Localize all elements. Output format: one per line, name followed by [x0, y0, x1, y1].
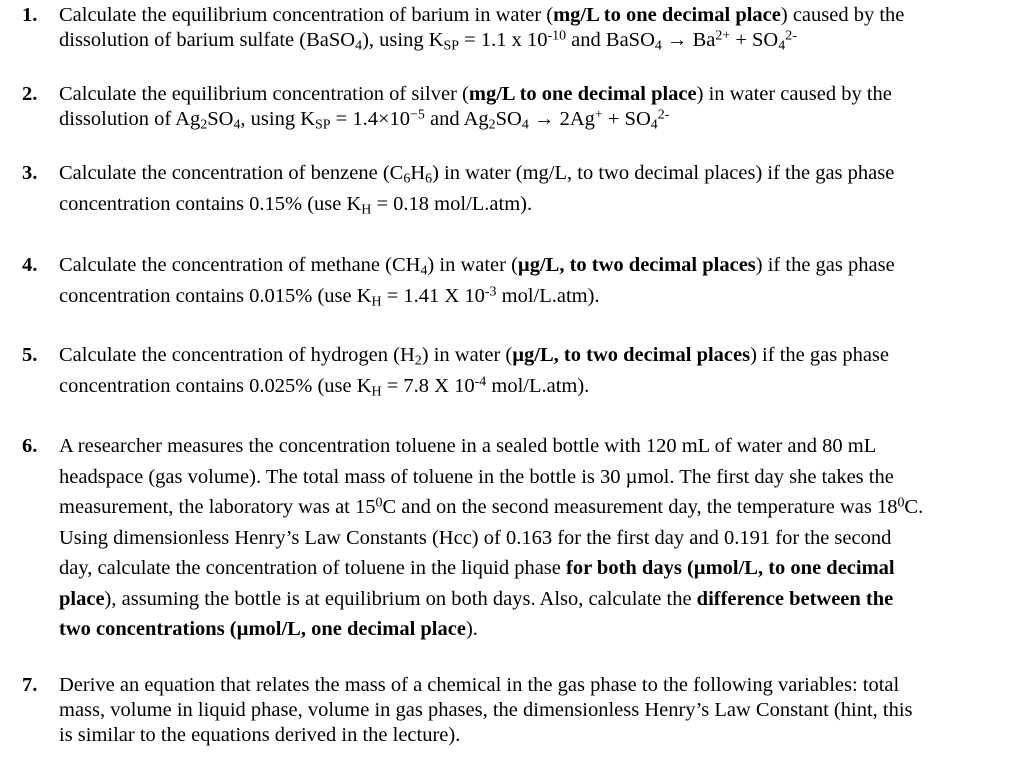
- question-5: [22, 340, 1018, 401]
- question-number: 4.: [22, 254, 38, 276]
- subscript: 4: [521, 117, 529, 133]
- bold-text: µg/L, to two decimal places: [512, 344, 751, 366]
- text-run: measurement, the laboratory was at 15: [59, 496, 376, 518]
- question-7: [22, 673, 1018, 748]
- question-number: 1.: [22, 4, 38, 26]
- text-run: concentration contains 0.025% (use K: [59, 374, 372, 397]
- text-run: concentration contains 0.015% (use K: [59, 284, 372, 307]
- subscript: H: [371, 383, 382, 399]
- question-1: [22, 3, 1018, 53]
- text-run: Calculate the equilibrium concentration of barium in water (: [59, 4, 554, 26]
- subscript: 6: [403, 171, 411, 187]
- text-run: C.: [904, 496, 924, 518]
- bold-text: mg/L to one decimal place: [468, 83, 697, 105]
- question-text: [59, 250, 1018, 311]
- question-line: [59, 492, 1018, 523]
- subscript: 4: [654, 38, 662, 54]
- text-run: Calculate the concentration of methane (CH: [59, 254, 421, 276]
- superscript: −5: [410, 107, 425, 123]
- text-run: dissolution of Ag: [59, 108, 201, 130]
- bold-text: →: [661, 29, 693, 51]
- text-run: = 0.18 mol/L.atm).: [371, 192, 533, 215]
- text-run: ) caused by the: [780, 4, 905, 26]
- text-run: = 1.41 X 10: [381, 284, 485, 307]
- question-number: 7.: [22, 674, 38, 696]
- superscript: -10: [547, 28, 567, 44]
- question-number: 3.: [22, 162, 38, 184]
- text-run: + SO: [602, 108, 651, 130]
- text-run: 2Ag: [559, 108, 595, 130]
- text-run: SO: [495, 108, 522, 130]
- subscript: 2: [414, 353, 422, 369]
- text-run: = 7.8 X 10: [381, 374, 475, 397]
- subscript: 4: [778, 38, 786, 54]
- question-text: [59, 158, 1018, 219]
- text-run: C and on the second measurement day, the temperature was 18: [382, 496, 898, 518]
- text-run: concentration contains 0.15% (use K: [59, 192, 362, 215]
- question-line: [59, 614, 1018, 645]
- text-run: , using K: [240, 108, 316, 130]
- question-line: [59, 281, 1018, 312]
- bold-text: mg/L to one decimal place: [553, 4, 781, 26]
- question-line: [59, 371, 1018, 402]
- text-run: Derive an equation that relates the mass of a chemical in the gas phase to the following variables: total: [59, 674, 900, 696]
- subscript: 4: [650, 117, 658, 133]
- subscript: 6: [425, 171, 433, 187]
- subscript: 4: [355, 38, 363, 54]
- bold-text: difference between the: [696, 587, 894, 610]
- superscript: 2+: [715, 28, 731, 44]
- text-run: + SO: [730, 29, 779, 51]
- text-run: = 1.4×10: [330, 108, 411, 130]
- superscript: 0: [375, 495, 383, 511]
- superscript: 2-: [785, 28, 797, 44]
- subscript: H: [361, 201, 372, 217]
- question-line: [59, 698, 1018, 723]
- superscript: +: [594, 107, 603, 123]
- superscript: 0: [897, 495, 905, 511]
- question-line: [59, 250, 1018, 281]
- question-text: [59, 431, 1018, 645]
- text-run: Calculate the concentration of benzene (C: [59, 162, 404, 184]
- question-line: [59, 3, 1018, 28]
- text-run: ) in water (: [427, 254, 518, 276]
- text-run: Using dimensionless Henry’s Law Constants (Hcc) of 0.163 for the first day and 0.191 for the second: [59, 526, 892, 549]
- question-line: [59, 723, 1018, 748]
- question-number: 2.: [22, 83, 38, 105]
- question-6: [22, 431, 1018, 645]
- text-run: ) if the gas phase: [750, 344, 890, 366]
- superscript: -4: [474, 374, 487, 390]
- text-run: Ba: [692, 29, 716, 51]
- text-run: ) if the gas phase: [755, 254, 895, 276]
- question-line: [59, 431, 1018, 462]
- question-text: [59, 340, 1018, 401]
- text-run: ) in water (mg/L, to two decimal places) if the gas phase: [432, 162, 895, 184]
- question-line: [59, 107, 1018, 132]
- text-run: Calculate the concentration of hydrogen (H: [59, 344, 415, 366]
- question-number: 6.: [22, 435, 38, 457]
- question-text: [59, 3, 1018, 53]
- question-line: [59, 523, 1018, 554]
- text-run: mol/L.atm).: [486, 374, 590, 397]
- text-run: Calculate the equilibrium concentration of silver (: [59, 83, 469, 105]
- text-run: SO: [207, 108, 234, 130]
- bold-text: for both days (µmol/L, to one decimal: [566, 557, 895, 579]
- question-2: [22, 82, 1018, 132]
- text-run: H: [410, 162, 426, 184]
- text-run: A researcher measures the concentration toluene in a sealed bottle with 120 mL of water and 80 mL: [59, 435, 877, 457]
- superscript: -3: [484, 284, 497, 300]
- subscript: H: [371, 293, 382, 309]
- bold-text: →: [528, 108, 560, 130]
- text-run: ).: [465, 618, 478, 640]
- question-line: [59, 158, 1018, 189]
- text-run: and BaSO: [566, 29, 655, 51]
- text-run: dissolution of barium sulfate (BaSO: [59, 29, 356, 51]
- question-3: [22, 158, 1018, 219]
- text-run: = 1.1 x 10: [459, 29, 548, 51]
- question-line: [59, 673, 1018, 698]
- subscript: 2: [488, 117, 496, 133]
- bold-text: two concentrations (µmol/L, one decimal place: [59, 618, 466, 640]
- question-line: [59, 189, 1018, 220]
- bold-text: µg/L, to two decimal places: [517, 254, 756, 276]
- subscript: 4: [233, 117, 241, 133]
- question-line: [59, 462, 1018, 493]
- question-text: [59, 82, 1018, 132]
- text-run: mass, volume in liquid phase, volume in gas phases, the dimensionless Henry’s Law Constant (hint, this: [59, 699, 913, 721]
- subscript: 4: [420, 263, 428, 279]
- question-line: [59, 553, 1018, 584]
- subscript: SP: [315, 117, 331, 133]
- question-text: [59, 673, 1018, 748]
- superscript: 2-: [657, 107, 670, 123]
- subscript: 2: [200, 117, 208, 133]
- question-line: [59, 584, 1018, 615]
- question-line: [59, 28, 1018, 53]
- text-run: and Ag: [424, 108, 489, 130]
- bold-text: place: [59, 587, 105, 610]
- text-run: ) in water caused by the: [696, 83, 892, 105]
- question-line: [59, 340, 1018, 371]
- text-run: ), using K: [362, 29, 444, 51]
- text-run: day, calculate the concentration of toluene in the liquid phase: [59, 557, 566, 579]
- question-4: [22, 250, 1018, 311]
- text-run: is similar to the equations derived in the lecture).: [59, 724, 461, 746]
- question-line: [59, 82, 1018, 107]
- text-run: ) in water (: [421, 344, 513, 366]
- question-number: 5.: [22, 344, 38, 366]
- text-run: headspace (gas volume). The total mass of toluene in the bottle is 30 µmol. The first day she takes the: [59, 465, 894, 488]
- text-run: ), assuming the bottle is at equilibrium on both days. Also, calculate the: [104, 587, 697, 610]
- subscript: SP: [443, 38, 460, 54]
- text-run: mol/L.atm).: [496, 284, 600, 307]
